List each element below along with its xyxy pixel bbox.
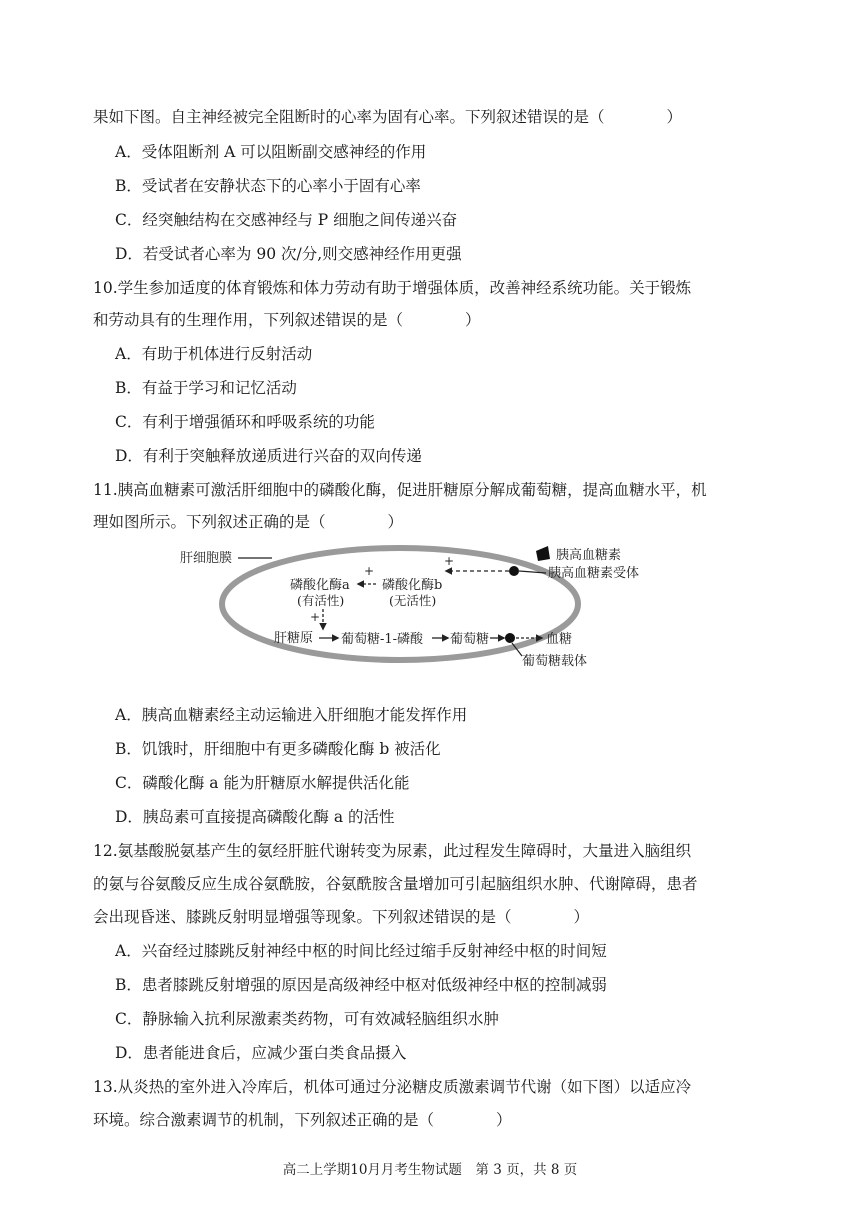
q13-stem-line-2: 环境。综合激素调节的机制，下列叙述正确的是（ ） bbox=[93, 1111, 512, 1129]
g1p-label: 葡萄糖-1-磷酸 bbox=[341, 632, 424, 647]
page-footer: 高二上学期10月月考生物试题 第 3 页，共 8 页 bbox=[282, 1162, 578, 1178]
q12-option-b: B．患者膝跳反射增强的原因是高级神经中枢对低级神经中枢的控制减弱 bbox=[115, 976, 607, 994]
plus-sign-1: + bbox=[444, 554, 455, 568]
q11-option-a: A．胰高血糖素经主动运输进入肝细胞才能发挥作用 bbox=[115, 706, 468, 724]
carrier-label: 葡萄糖载体 bbox=[522, 654, 588, 669]
q12-option-c: C．静脉输入抗利尿激素类药物，可有效减轻脑组织水肿 bbox=[115, 1010, 499, 1028]
q10-option-c: C．有利于增强循环和呼吸系统的功能 bbox=[115, 413, 375, 431]
q11-stem-line-1: 11.胰高血糖素可激活肝细胞中的磷酸化酶，促进肝糖原分解成葡萄糖，提高血糖水平，机 bbox=[93, 481, 707, 499]
q12-option-d: D．患者能进食后，应减少蛋白类食品摄入 bbox=[115, 1044, 407, 1062]
q9-stem-end: 果如下图。自主神经被完全阻断时的心率为固有心率。下列叙述错误的是（ ） bbox=[93, 108, 683, 126]
q11-option-d: D．胰岛素可直接提高磷酸化酶 a 的活性 bbox=[115, 808, 395, 826]
glucagon-mechanism-diagram bbox=[176, 537, 646, 677]
blood-glucose-label: 血糖 bbox=[546, 632, 573, 647]
receptor-label: 胰高血糖素受体 bbox=[548, 566, 640, 581]
glucose-carrier-dot bbox=[505, 633, 515, 643]
q10-option-b: B．有益于学习和记忆活动 bbox=[115, 379, 297, 397]
glucose-label: 葡萄糖 bbox=[450, 632, 490, 647]
q12-stem-line-3: 会出现昏迷、膝跳反射明显增强等现象。下列叙述错误的是（ ） bbox=[93, 908, 590, 926]
q12-stem-line-1: 12.氨基酸脱氨基产生的氨经肝脏代谢转变为尿素，此过程发生障碍时，大量进入脑组织 bbox=[93, 842, 692, 860]
glycogen-label: 肝糖原 bbox=[274, 631, 314, 646]
q12-stem-line-2: 的氨与谷氨酸反应生成谷氨酰胺，谷氨酰胺含量增加可引起脑组织水肿、代谢障碍，患者 bbox=[93, 875, 698, 893]
enzyme-a-state: (有活性) bbox=[297, 593, 345, 608]
q10-option-d: D．有利于突触释放递质进行兴奋的双向传递 bbox=[115, 447, 422, 465]
q12-option-a: A．兴奋经过膝跳反射神经中枢的时间比经过缩手反射神经中枢的时间短 bbox=[115, 942, 607, 960]
q10-stem-line-1: 10.学生参加适度的体育锻炼和体力劳动有助于增强体质，改善神经系统功能。关于锻炼 bbox=[93, 279, 692, 297]
hormone-label: 胰高血糖素 bbox=[556, 548, 622, 563]
q9-option-b: B．受试者在安静状态下的心率小于固有心率 bbox=[115, 177, 421, 195]
q9-option-d: D．若受试者心率为 90 次/分,则交感神经作用更强 bbox=[115, 245, 462, 263]
q9-option-a: A．受体阻断剂 A 可以阻断副交感神经的作用 bbox=[115, 143, 427, 161]
q11-option-c: C．磷酸化酶 a 能为肝糖原水解提供活化能 bbox=[115, 774, 410, 792]
membrane-label: 肝细胞膜 bbox=[180, 551, 233, 566]
enzyme-b-state: (无活性) bbox=[389, 593, 437, 608]
receptor-dot bbox=[509, 566, 519, 576]
q10-stem-line-2: 和劳动具有的生理作用，下列叙述错误的是（ ） bbox=[93, 311, 481, 329]
q10-option-a: A．有助于机体进行反射活动 bbox=[115, 345, 313, 363]
hormone-shape bbox=[536, 546, 550, 561]
plus-sign-2: + bbox=[364, 564, 375, 578]
q11-stem-line-2: 理如图所示。下列叙述正确的是（ ） bbox=[93, 513, 404, 531]
enzyme-b-label: 磷酸化酶b bbox=[382, 578, 443, 593]
q11-option-b: B．饥饿时，肝细胞中有更多磷酸化酶 b 被活化 bbox=[115, 740, 441, 758]
q9-option-c: C．经突触结构在交感神经与 P 细胞之间传递兴奋 bbox=[115, 211, 458, 229]
plus-sign-3: + bbox=[310, 610, 321, 624]
enzyme-a-label: 磷酸化酶a bbox=[290, 578, 350, 593]
q13-stem-line-1: 13.从炎热的室外进入冷库后，机体可通过分泌糖皮质激素调节代谢（如下图）以适应冷 bbox=[93, 1078, 692, 1096]
